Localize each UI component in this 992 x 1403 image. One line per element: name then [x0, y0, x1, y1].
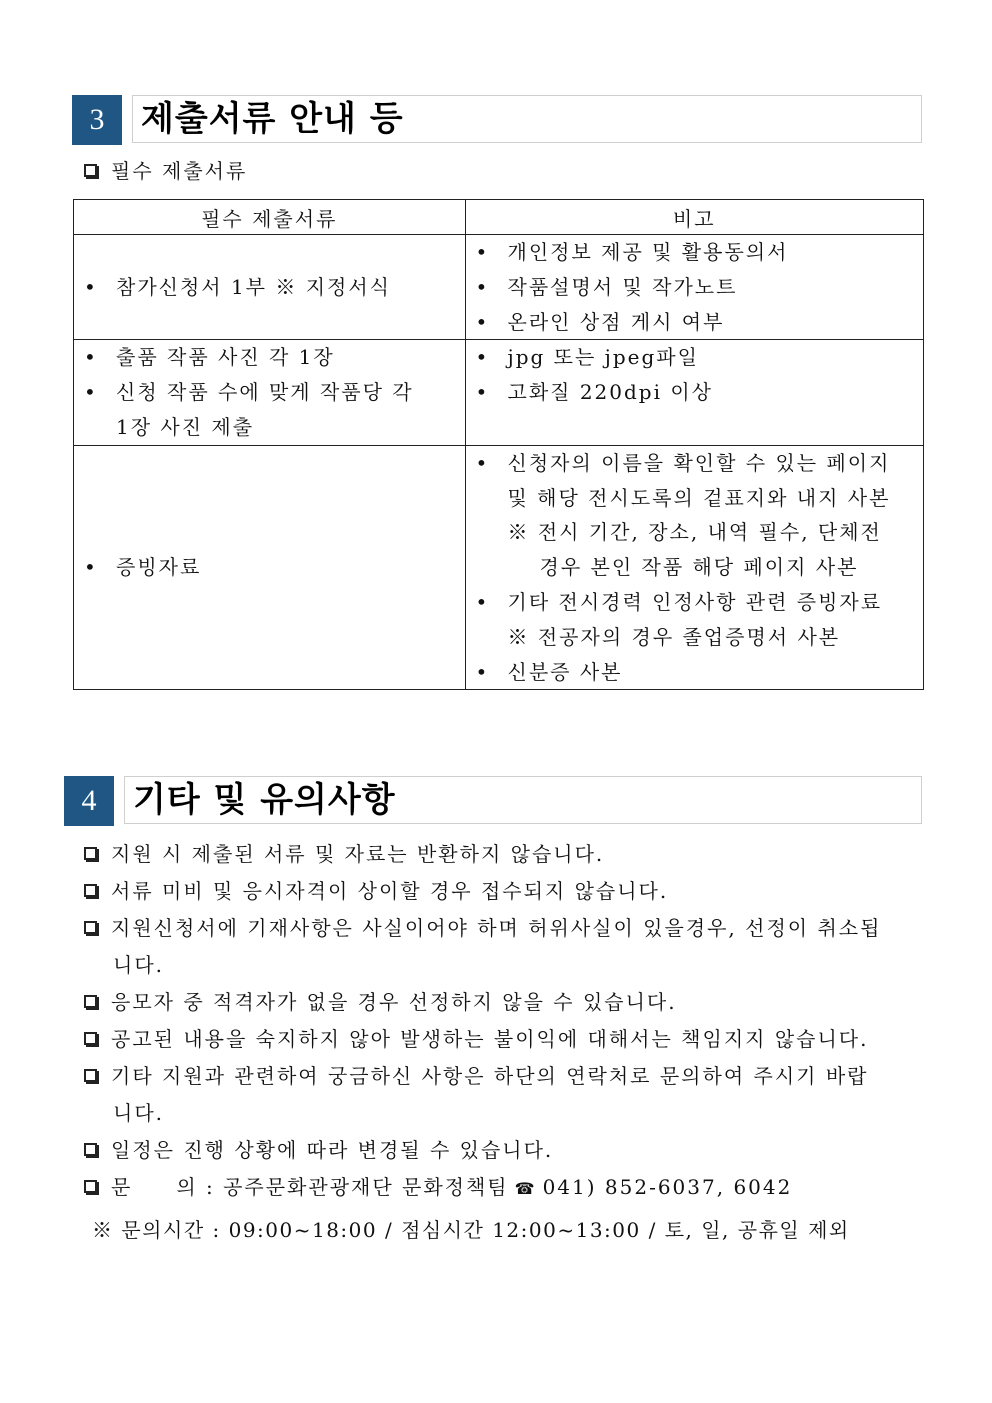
note-text: 일정은 진행 상황에 따라 변경될 수 있습니다. — [111, 1138, 554, 1162]
note-text: 지원 시 제출된 서류 및 자료는 반환하지 않습니다. — [111, 842, 605, 866]
note-text: 서류 미비 및 응시자격이 상이할 경우 접수되지 않습니다. — [111, 879, 669, 903]
note-item — [84, 984, 914, 1021]
note-text: 응모자 중 적격자가 없을 경우 선정하지 않을 수 있습니다. — [111, 990, 677, 1014]
list-item: • 작품설명서 및 작가노트 — [466, 270, 924, 305]
list-item: • 고화질 220dpi 이상 — [466, 375, 924, 410]
list-item: • jpg 또는 jpeg파일 — [466, 340, 924, 375]
note-continuation: 니다. — [113, 1101, 164, 1125]
section-title: 기타 및 유의사항 — [124, 776, 922, 824]
section-3-header — [72, 95, 922, 145]
list-item: • 출품 작품 사진 각 1장 — [74, 340, 465, 375]
note-text: 지원신청서에 기재사항은 사실이어야 하며 허위사실이 있을경우, 선정이 취소됩 — [111, 916, 882, 940]
required-docs-table — [73, 199, 924, 690]
table-cell — [465, 235, 924, 340]
table-cell — [74, 235, 466, 340]
list-item: • 증빙자료 — [74, 550, 465, 585]
note-item — [84, 910, 914, 947]
note-item — [84, 1058, 914, 1095]
checkbox-square-icon — [84, 884, 97, 897]
list-item: • 신청 작품 수에 맞게 작품당 각 — [74, 375, 465, 410]
contact-line — [84, 1169, 914, 1207]
checkbox-square-icon — [84, 847, 97, 860]
checkbox-square-icon — [84, 1069, 97, 1082]
checkbox-square-icon — [84, 1180, 97, 1193]
section-number: 4 — [64, 776, 114, 826]
list-item-note: ※ 전공자의 경우 졸업증명서 사본 — [507, 624, 841, 649]
note-item — [84, 1132, 914, 1169]
list-item-continuation: 및 해당 전시도록의 겉표지와 내지 사본 — [507, 485, 891, 510]
note-item — [84, 873, 914, 910]
section-number: 3 — [72, 95, 122, 145]
note-continuation: 니다. — [113, 953, 164, 977]
required-docs-subheading — [84, 155, 247, 184]
table-cell — [74, 340, 466, 445]
checkbox-square-icon — [84, 995, 97, 1008]
table-cell — [465, 340, 924, 445]
list-item: • 기타 전시경력 인정사항 관련 증빙자료 — [466, 585, 924, 620]
note-item — [84, 1021, 914, 1058]
table-header-row — [74, 200, 924, 235]
checkbox-square-icon — [84, 1143, 97, 1156]
list-item-note-continuation: 경우 본인 작품 해당 페이지 사본 — [539, 555, 859, 580]
note-text: 기타 지원과 관련하여 궁금하신 사항은 하단의 연락처로 문의하여 주시기 바랍 — [111, 1064, 869, 1088]
note-item — [84, 836, 914, 873]
table-row — [74, 340, 924, 445]
list-item: • 온라인 상점 게시 여부 — [466, 305, 924, 340]
note-text: 공고된 내용을 숙지하지 않아 발생하는 불이익에 대해서는 책임지지 않습니다. — [111, 1027, 869, 1051]
subheading-text: 필수 제출서류 — [111, 159, 248, 183]
notes-list — [84, 836, 914, 1207]
phone-icon: ☎ — [514, 1179, 537, 1198]
checkbox-square-icon — [84, 164, 97, 177]
list-item: • 신분증 사본 — [466, 655, 924, 690]
table-header-cell: 필수 제출서류 — [74, 200, 466, 235]
list-item-note: ※ 전시 기간, 장소, 내역 필수, 단체전 — [507, 520, 882, 545]
contact-label: 문 의 : 공주문화관광재단 문화정책팀 — [111, 1175, 509, 1199]
table-row — [74, 235, 924, 340]
section-title: 제출서류 안내 등 — [132, 95, 922, 143]
list-item: • 개인정보 제공 및 활용동의서 — [466, 235, 924, 270]
contact-phone: 041) 852-6037, 6042 — [542, 1175, 793, 1199]
checkbox-square-icon — [84, 921, 97, 934]
section-4-header — [64, 776, 922, 826]
table-cell — [74, 445, 466, 690]
list-item: • 신청자의 이름을 확인할 수 있는 페이지 — [466, 446, 924, 481]
list-item: • 참가신청서 1부 ※ 지정서식 — [74, 270, 465, 305]
checkbox-square-icon — [84, 1032, 97, 1045]
table-header-cell: 비고 — [465, 200, 924, 235]
table-cell — [465, 445, 924, 690]
inquiry-hours: ※ 문의시간 : 09:00~18:00 / 점심시간 12:00~13:00 / 토, 일, 공휴일 제외 — [92, 1218, 850, 1242]
list-item-continuation: 1장 사진 제출 — [116, 414, 255, 439]
table-row — [74, 445, 924, 690]
